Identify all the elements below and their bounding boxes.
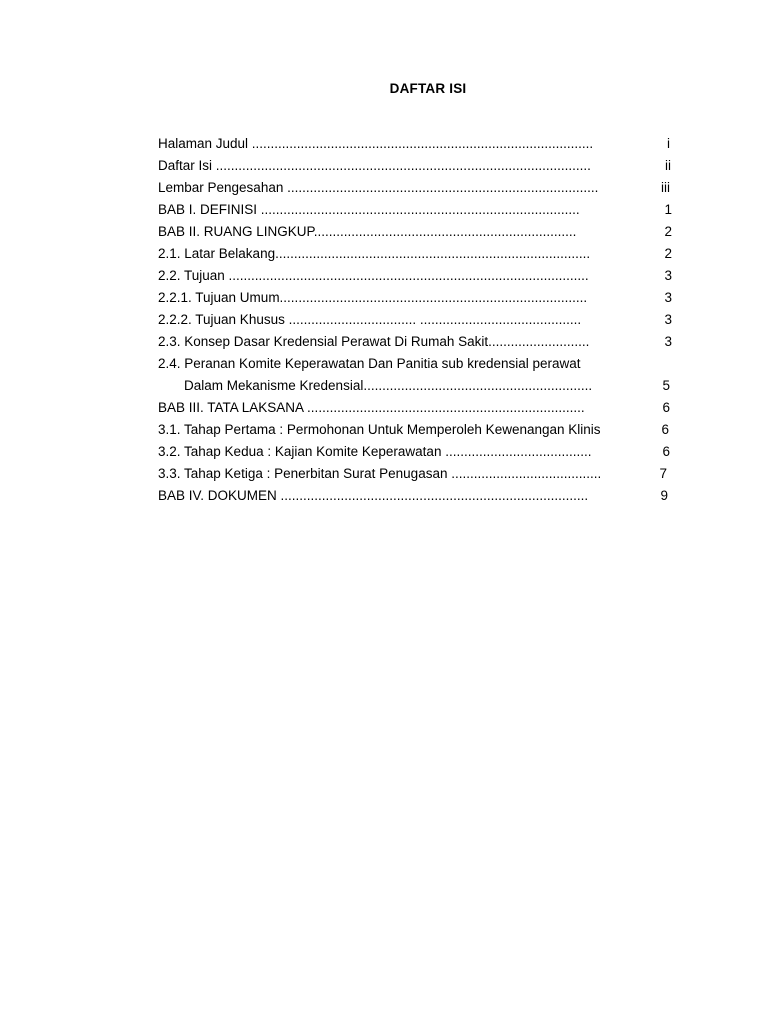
toc-page-number: 1 xyxy=(664,202,672,217)
toc-page-number: 7 xyxy=(659,466,667,481)
toc-page-number: 6 xyxy=(662,444,670,459)
toc-page-number: 3 xyxy=(664,334,672,349)
toc-entry-text: 2.2.2. Tujuan Khusus .................................. ........................................... xyxy=(158,312,582,327)
table-of-contents xyxy=(158,133,678,507)
toc-page-number: 9 xyxy=(660,488,668,503)
toc-entry-text: 3.3. Tahap Ketiga : Penerbitan Surat Penugasan ........................................ xyxy=(158,466,602,481)
toc-entry-text: 3.2. Tahap Kedua : Kajian Komite Keperawatan ....................................... xyxy=(158,444,592,459)
toc-entry xyxy=(158,485,678,507)
toc-page-number: 2 xyxy=(664,224,672,239)
toc-entry-text: 2.2.1. Tujuan Umum.................................................................................. xyxy=(158,290,588,305)
toc-entry-text: Halaman Judul ........................................................................................... xyxy=(158,136,594,151)
toc-entry-text: BAB II. RUANG LINGKUP...................................................................... xyxy=(158,224,577,239)
toc-page-number: 3 xyxy=(664,312,672,327)
toc-entry xyxy=(158,133,678,155)
toc-entry xyxy=(158,441,678,463)
toc-entry-text: 2.4. Peranan Komite Keperawatan Dan Panitia sub kredensial perawat xyxy=(158,356,581,371)
toc-page-number: 2 xyxy=(664,246,672,261)
toc-page-number: 6 xyxy=(662,400,670,415)
toc-entry xyxy=(158,287,678,309)
toc-page-number: 6 xyxy=(661,422,669,437)
toc-entry-text: Lembar Pengesahan ................................................................................... xyxy=(158,180,599,195)
toc-entry xyxy=(158,331,678,353)
page-title: DAFTAR ISI xyxy=(389,81,467,96)
toc-entry-text: BAB IV. DOKUMEN .................................................................................. xyxy=(158,488,589,503)
toc-entry xyxy=(158,199,678,221)
toc-entry-text: BAB I. DEFINISI ..................................................................................... xyxy=(158,202,580,217)
toc-entry-text: 2.2. Tujuan ................................................................................................ xyxy=(158,268,589,283)
toc-page-number: iii xyxy=(661,180,670,195)
toc-page-number: ii xyxy=(665,158,671,173)
toc-entry-text: 3.1. Tahap Pertama : Permohonan Untuk Memperoleh Kewenangan Klinis xyxy=(158,422,601,437)
toc-entry xyxy=(158,265,678,287)
toc-entry xyxy=(158,177,678,199)
toc-entry xyxy=(158,243,678,265)
toc-entry-text: Dalam Mekanisme Kredensial............................................................. xyxy=(184,378,593,393)
toc-entry-text: Daftar Isi .................................................................................................... xyxy=(158,158,591,173)
toc-entry-text: 2.1. Latar Belakang.................................................................................... xyxy=(158,246,591,261)
toc-entry xyxy=(158,155,678,177)
toc-page-number: 5 xyxy=(662,378,670,393)
toc-entry-text: BAB III. TATA LAKSANA .......................................................................... xyxy=(158,400,585,415)
toc-entry xyxy=(158,397,678,419)
toc-entry xyxy=(158,221,678,243)
toc-entry xyxy=(158,419,678,441)
toc-entry xyxy=(158,353,678,375)
toc-page-number: 3 xyxy=(664,268,672,283)
toc-page-number: 3 xyxy=(664,290,672,305)
toc-entry xyxy=(158,309,678,331)
toc-entry-text: 2.3. Konsep Dasar Kredensial Perawat Di Rumah Sakit........................... xyxy=(158,334,590,349)
toc-entry xyxy=(158,375,678,397)
toc-page-number: i xyxy=(667,136,670,151)
toc-entry xyxy=(158,463,678,485)
